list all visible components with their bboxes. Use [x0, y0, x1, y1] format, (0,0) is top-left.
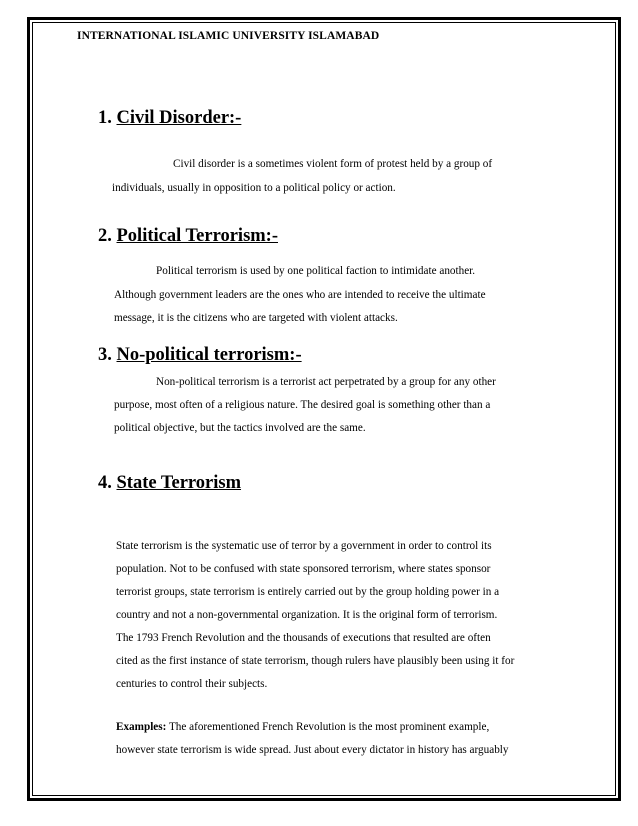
section-2-title: Political Terrorism:- — [116, 226, 278, 246]
section-2-line-3: message, it is the citizens who are targeted with violent attacks. — [114, 312, 398, 324]
section-1-line-1: Civil disorder is a sometimes violent form of protest held by a group of — [173, 158, 493, 170]
section-4-line-4: country and not a non-governmental organization. It is the original form of terrorism. — [116, 609, 498, 621]
examples-line-1 — [116, 722, 489, 733]
examples-line-2: however state terrorism is wide spread. Just about every dictator in history has arguably — [116, 744, 509, 756]
section-4-number: 4. — [98, 473, 112, 493]
section-3-heading — [98, 345, 302, 366]
section-2-heading — [98, 226, 278, 247]
section-3-line-2: purpose, most often of a religious nature. The desired goal is something other than a — [114, 399, 491, 411]
section-4-line-1: State terrorism is the systematic use of terror by a government in order to control its — [116, 540, 492, 552]
section-3-line-1: Non-political terrorism is a terrorist act perpetrated by a group for any other — [156, 376, 496, 388]
section-3-line-3: political objective, but the tactics involved are the same. — [114, 422, 366, 434]
section-3-number: 3. — [98, 345, 112, 365]
section-1-line-2: individuals, usually in opposition to a political policy or action. — [112, 182, 396, 194]
section-1-heading — [98, 108, 241, 129]
section-2-number: 2. — [98, 226, 112, 246]
section-2-line-1: Political terrorism is used by one political faction to intimidate another. — [156, 265, 476, 277]
section-1-number: 1. — [98, 108, 112, 128]
examples-label: Examples: — [116, 721, 167, 733]
section-4-heading — [98, 473, 241, 494]
section-3-title: No-political terrorism:- — [116, 345, 302, 365]
examples-text-1: The aforementioned French Revolution is the most prominent example, — [166, 721, 490, 733]
section-4-line-6: cited as the first instance of state terrorism, though rulers have plausibly been using it for — [116, 655, 515, 667]
section-4-line-2: population. Not to be confused with state sponsored terrorism, where states sponsor — [116, 563, 491, 575]
section-2-line-2: Although government leaders are the ones who are intended to receive the ultimate — [114, 289, 486, 301]
section-4-line-7: centuries to control their subjects. — [116, 678, 268, 690]
section-4-line-5: The 1793 French Revolution and the thousands of executions that resulted are often — [116, 632, 491, 644]
section-1-title: Civil Disorder:- — [116, 108, 242, 128]
page-header: INTERNATIONAL ISLAMIC UNIVERSITY ISLAMABAD — [77, 30, 380, 42]
section-4-line-3: terrorist groups, state terrorism is entirely carried out by the group holding power in a — [116, 586, 500, 598]
section-4-title: State Terrorism — [116, 473, 242, 493]
